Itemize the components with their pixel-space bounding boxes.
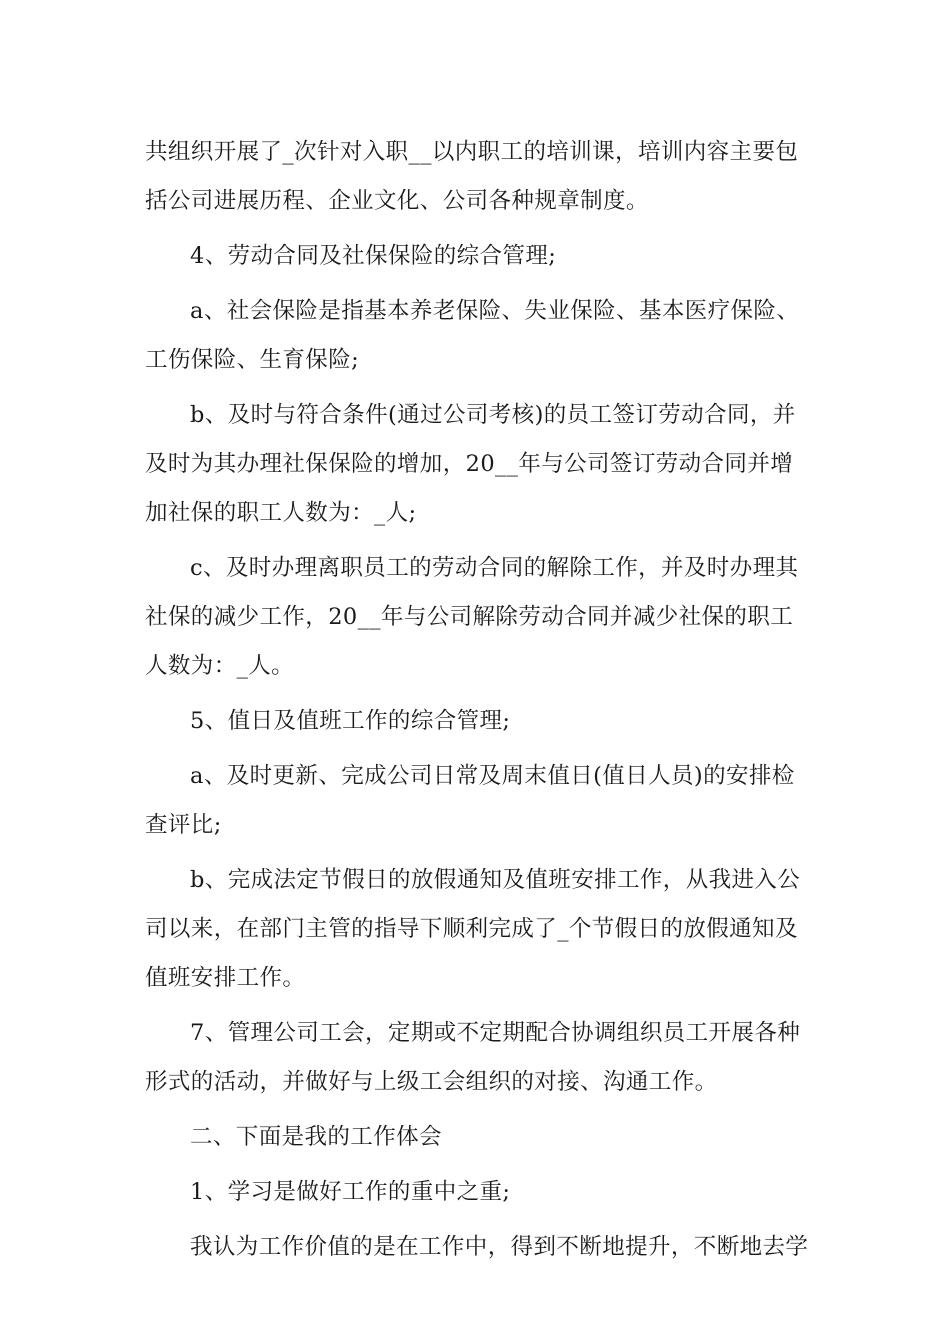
- paragraph-6: 5、值日及值班工作的综合管理;: [190, 708, 511, 734]
- paragraph-5: c、及时办理离职员工的劳动合同的解除工作，并及时办理其社保的减少工作，20__年与公司解除劳动合同并减少社保的职工人数为：_人。: [145, 555, 799, 679]
- document-body: [145, 128, 810, 1278]
- paragraph-2: 4、劳动合同及社保保险的综合管理;: [190, 243, 557, 269]
- paragraph-4: b、及时与符合条件(通过公司考核)的员工签订劳动合同，并及时为其办理社保保险的增加，20__年与公司签订劳动合同并增加社保的职工人数为：_人;: [145, 402, 796, 526]
- paragraph-11: 1、学习是做好工作的重中之重;: [190, 1179, 511, 1205]
- paragraph-8: b、完成法定节假日的放假通知及值班安排工作，从我进入公司以来，在部门主管的指导下顺利完成了_个节假日的放假通知及值班安排工作。: [145, 867, 801, 991]
- paragraph-12: 我认为工作价值的是在工作中，得到不断地提升，不断地去学: [190, 1234, 809, 1260]
- paragraph-7: a、及时更新、完成公司日常及周末值日(值日人员)的安排检查评比;: [145, 763, 795, 838]
- paragraph-10: 二、下面是我的工作体会: [190, 1124, 442, 1150]
- paragraph-3: a、社会保险是指基本养老保险、失业保险、基本医疗保险、工伤保险、生育保险;: [145, 298, 800, 373]
- paragraph-9: 7、管理公司工会，定期或不定期配合协调组织员工开展各种形式的活动，并做好与上级工会组织的对接、沟通工作。: [145, 1020, 801, 1095]
- paragraph-1: 共组织开展了_次针对入职__以内职工的培训课，培训内容主要包括公司进展历程、企业文化、公司各种规章制度。: [145, 139, 799, 214]
